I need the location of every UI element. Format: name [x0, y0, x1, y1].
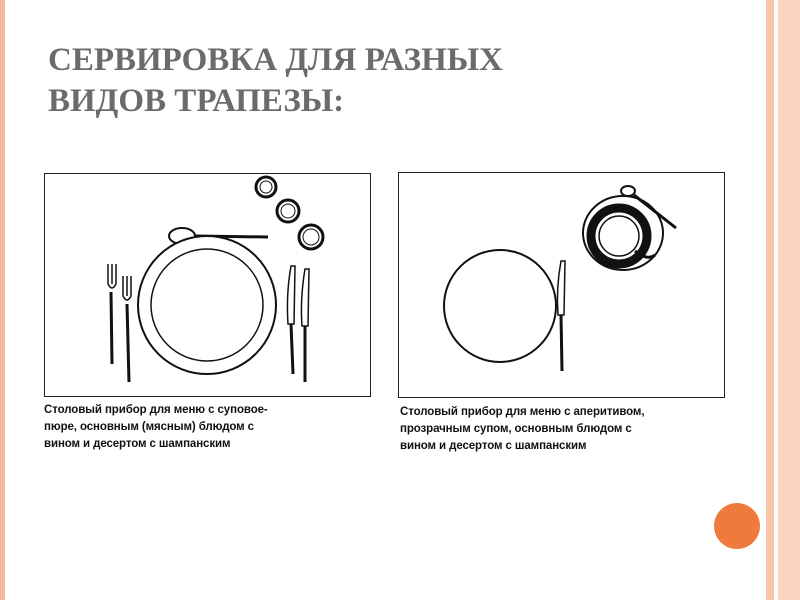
knife-icon [287, 266, 295, 374]
title-line-2: ВИДОВ ТРАПЕЗЫ: [48, 83, 345, 119]
accent-circle [714, 503, 760, 549]
right-border-stripe-1 [766, 0, 774, 600]
left-border [0, 0, 5, 600]
dinner-plate-icon [444, 250, 556, 362]
knife-icon [557, 261, 565, 371]
caption-line: вином и десертом с шампанским [400, 440, 587, 452]
figure-1-caption [44, 402, 268, 453]
caption-line: Столовый прибор для меню с суповое- [44, 404, 268, 416]
slide-title [48, 40, 648, 122]
caption-line: пюре, основным (мясным) блюдом с [44, 421, 254, 433]
right-border-stripe-2 [778, 0, 800, 600]
wine-glass-icon [256, 177, 276, 197]
table-setting-figure-1 [44, 173, 371, 397]
title-line-1: СЕРВИРОВКА ДЛЯ РАЗНЫХ [48, 42, 503, 78]
fish-fork-icon [123, 276, 131, 382]
figure-2-caption [400, 404, 644, 455]
dinner-plate-icon [138, 236, 276, 374]
table-setting-illustration-1 [45, 174, 372, 398]
table-setting-figure-2 [398, 172, 725, 398]
soup-spoon-icon [301, 269, 309, 382]
water-glass-icon [277, 200, 299, 222]
caption-line: Столовый прибор для меню с аперитивом, [400, 406, 645, 418]
fork-icon [108, 264, 116, 364]
caption-line: прозрачным супом, основным блюдом с [400, 423, 632, 435]
caption-line: вином и десертом с шампанским [44, 438, 231, 450]
champagne-glass-icon [299, 225, 323, 249]
table-setting-illustration-2 [399, 173, 726, 399]
